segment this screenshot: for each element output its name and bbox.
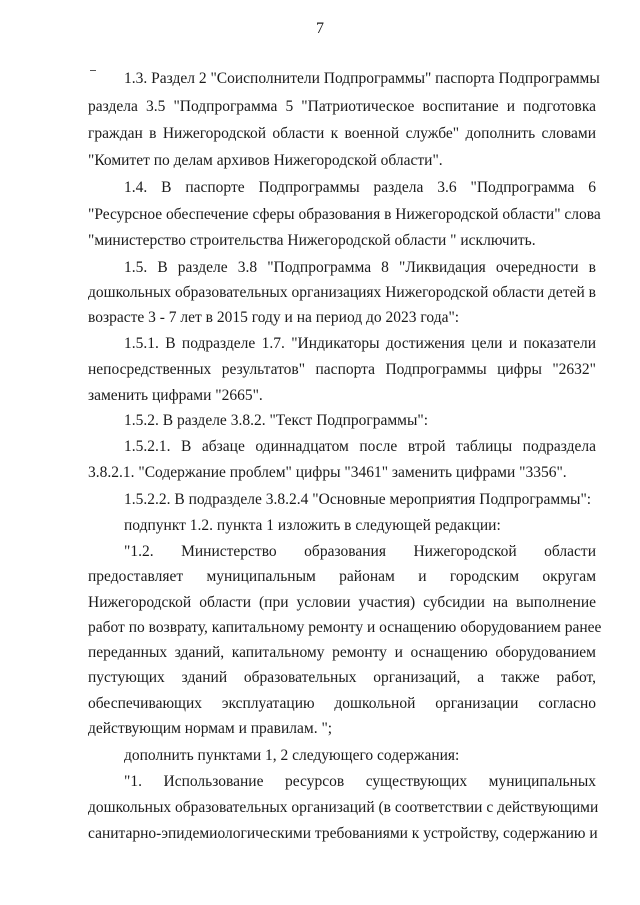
text-line: предоставляет муниципальным районам и городским округам (88, 568, 596, 585)
text-line: возрасте 3 - 7 лет в 2015 году и на период до 2023 года": (88, 309, 460, 326)
text-line: Нижегородской области (при условии участия) субсидии на выполнение (88, 594, 596, 611)
text-line: непосредственных результатов" паспорта Подпрограммы цифры "2632" (88, 361, 596, 378)
text-line: 1.5.1. В подразделе 1.7. "Индикаторы достижения цели и показатели (124, 335, 596, 352)
text-line: работ по возврату, капитальному ремонту и оснащению оборудованием ранее (88, 619, 602, 636)
text-line: граждан в Нижегородской области к военной службе" дополнить словами (88, 125, 596, 142)
text-line: 1.5. В разделе 3.8 "Подпрограмма 8 "Ликвидация очередности в (124, 259, 596, 276)
scan-mark (90, 70, 96, 71)
text-line: 1.5.2. В разделе 3.8.2. "Текст Подпрограммы": (124, 412, 429, 429)
text-line: "министерство строительства Нижегородской области " исключить. (88, 232, 536, 249)
text-line: переданных зданий, капитальному ремонту и оснащению оборудованием (88, 644, 596, 661)
text-line: действующим нормам и правилам. "; (88, 720, 333, 737)
text-line: 1.4. В паспорте Подпрограммы раздела 3.6 "Подпрограмма 6 (124, 179, 596, 196)
text-line: пустующих зданий образовательных организаций, а также работ, (88, 669, 596, 686)
text-line: 1.5.2.2. В подразделе 3.8.2.4 "Основные мероприятия Подпрограммы": (124, 491, 592, 508)
text-line: "Комитет по делам архивов Нижегородской области". (88, 152, 443, 169)
text-line: подпункт 1.2. пункта 1 изложить в следующей редакции: (124, 517, 501, 534)
text-line: обеспечивающих эксплуатацию дошкольной организации согласно (88, 695, 596, 712)
text-line: дополнить пунктами 1, 2 следующего содержания: (124, 747, 460, 764)
page-number: 7 (316, 20, 324, 37)
text-line: раздела 3.5 "Подпрограмма 5 "Патриотическое воспитание и подготовка (88, 98, 596, 115)
text-line: 1.5.2.1. В абзаце одиннадцатом после втрой таблицы подраздела (124, 438, 596, 455)
text-line: 3.8.2.1. "Содержание проблем" цифры "3461" заменить цифрами "3356". (88, 464, 567, 481)
text-line: дошкольных образовательных организациях Нижегородской области детей в (88, 284, 596, 301)
text-line: санитарно-эпидемиологическими требованиями к устройству, содержанию и (88, 825, 598, 842)
text-line: дошкольных образовательных организаций (в соответствии с действующими (88, 799, 599, 816)
text-line: "1. Использование ресурсов существующих муниципальных (124, 773, 596, 790)
text-line: "Ресурсное обеспечение сферы образования в Нижегородской области" слова (88, 206, 601, 223)
text-line: 1.3. Раздел 2 "Соисполнители Подпрограммы" паспорта Подпрограммы (124, 70, 600, 87)
text-line: заменить цифрами "2665". (88, 387, 263, 404)
text-line: "1.2. Министерство образования Нижегородской области (124, 543, 596, 560)
